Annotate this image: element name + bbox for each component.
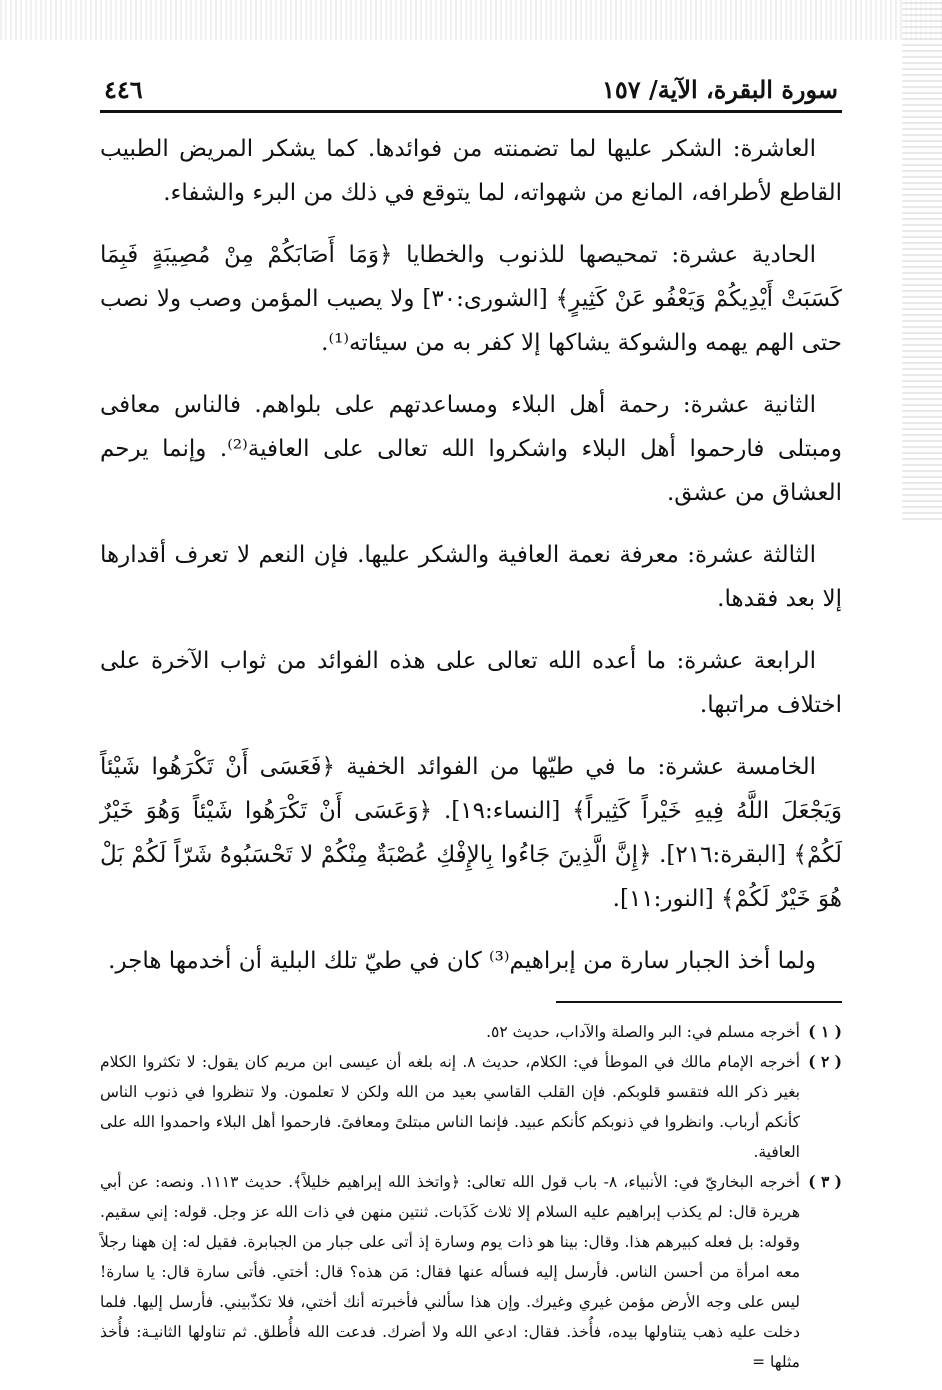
footnote (100, 1047, 842, 1167)
page-header (100, 60, 842, 113)
paragraph: الرابعة عشرة: ما أعده الله تعالى على هذه الفوائد من ثواب الآخرة على اختلاف مراتبها. (100, 648, 842, 718)
footnote-separator (556, 1001, 842, 1003)
footnote (100, 1017, 842, 1047)
paragraph: الخامسة عشرة: ما في طيّها من الفوائد الخفية ﴿فَعَسَى أَنْ تَكْرَهُوا شَيْئاً وَيَجْعَلَ اللَّهُ فِيهِ خَيْراً كَثِيراً﴾ [النساء:١٩]. ﴿وَعَسَى أَنْ تَكْرَهُوا شَيْئاً وَهُوَ خَيْرٌ لَكُمْ﴾ [البقرة:٢١٦]. ﴿إِنَّ الَّذِينَ جَاءُوا بِالإِفْكِ عُصْبَةٌ مِنْكُمْ لا تَحْسَبُوهُ شَرّاً لَكُمْ بَلْ هُوَ خَيْرٌ لَكُمْ﴾ [النور:١١]. (100, 754, 843, 912)
main-text (100, 113, 842, 983)
footnote-text: أخرجه الإمام مالك في الموطأ في: الكلام، حديث ٨. إنه بلغه أن عيسى ابن مريم كان يقول: لا تكثروا الكلام بغير ذكر الله فتقسو قلوبكم. فإن القلب القاسي بعيد من الله ولكن لا تعلمون. ولا تنظروا في ذنوب الناس كأنكم أرباب. وانظروا في ذنوبكم كأنكم عبيد. فإنما الناس مبتلىً ومعافىً. فارحموا أهل البلاء واحمدوا الله على العافية. (100, 1053, 800, 1161)
scan-border-right (902, 0, 942, 520)
scan-border-top (0, 0, 942, 40)
footnote-number: ( ١ ) (808, 1022, 842, 1041)
paragraph: الثالثة عشرة: معرفة نعمة العافية والشكر عليها. فإن النعم لا تعرف أقدارها إلا بعد فقدها. (100, 542, 842, 612)
footnote (100, 1167, 842, 1377)
footnote-text: أخرجه البخاريّ في: الأنبياء، ٨- باب قول الله تعالى: ﴿واتخذ الله إبراهيم خليلاً﴾. حديث ١١١٣. ونصه: عن أبي هريرة قال: لم يكذب إبراهيم عليه السلام إلا ثلاث كَذَبات. ثنتين منهن في ذات الله عز وجل. قوله: إني سقيم. وقوله: بل فعله كبيرهم هذا. وقال: بينا هو ذات يوم وسارة إذ أتى على جبار من الجبابرة. فقيل له: إن ههنا رجلاً معه امرأة من أحسن الناس. فأرسل إليه فسأله عنها فقال: مَن هذه؟ قال: أختي. فأتى سارة قال: يا سارة! ليس على وجه الأرض مؤمن غيري وغيرك. وإن هذا سألني فأخبرته أنك أختي، فلا تكذّبيني. فأرسل إليها. فلما دخلت عليه ذهب يتناولها بيده، فأُخذ. فقال: ادعي الله ولا أضرك. فدعت الله فأُطلق. ثم تناولها الثانيـة: فأُخذ مثلها = (100, 1173, 800, 1371)
footnotes (100, 1017, 842, 1377)
footnote-text: أخرجه مسلم في: البر والصلة والآداب، حديث ٥٢. (486, 1023, 800, 1041)
paragraph: ولما أخذ الجبار سارة من إبراهيم⁽³⁾ كان في طيّ تلك البلية أن أخدمها هاجر. (108, 948, 816, 974)
paragraph: الثانية عشرة: رحمة أهل البلاء ومساعدتهم على بلواهم. فالناس معافى ومبتلى فارحموا أهل البلاء واشكروا الله تعالى على العافية⁽²⁾. وإنما يرحم العشاق من عشق. (100, 392, 843, 506)
book-page (100, 60, 842, 1377)
running-title: سورة البقرة، الآية/ ١٥٧ (601, 75, 838, 104)
footnote-number: ( ٣ ) (808, 1172, 842, 1191)
footnote-number: ( ٢ ) (808, 1052, 842, 1071)
page-number: ٤٤٦ (104, 75, 143, 104)
paragraph: الحادية عشرة: تمحيصها للذنوب والخطايا ﴿وَمَا أَصَابَكُمْ مِنْ مُصِيبَةٍ فَبِمَا كَسَبَتْ أَيْدِيكُمْ وَيَعْفُو عَنْ كَثِيرٍ﴾ [الشورى:٣٠] ولا يصيب المؤمن وصب ولا نصب حتى الهم يهمه والشوكة يشاكها إلا كفر به من سيئاته⁽¹⁾. (100, 242, 842, 356)
paragraph: العاشرة: الشكر عليها لما تضمنته من فوائدها. كما يشكر المريض الطبيب القاطع لأطرافه، المانع من شهواته، لما يتوقع في ذلك من البرء والشفاء. (100, 136, 842, 206)
